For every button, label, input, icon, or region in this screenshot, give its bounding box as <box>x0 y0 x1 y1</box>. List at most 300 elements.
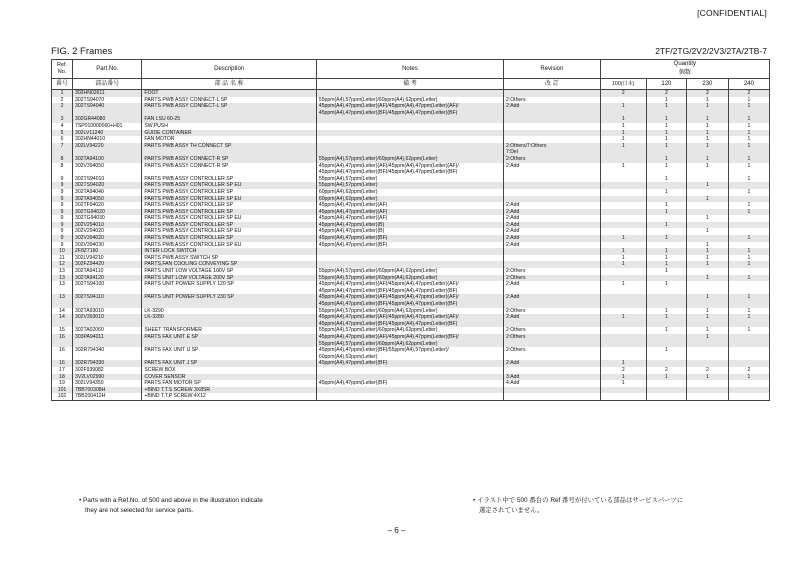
notes-cell-line: 45ppm(A4),47ppm(Letter)(AF) <box>318 215 388 222</box>
ref-no-cell: 9 <box>52 209 73 216</box>
part-no-cell: 7BB200412H <box>73 393 142 400</box>
part-no-cell: 302TA94100 <box>73 156 142 163</box>
qty-240-cell: 1 <box>728 143 769 156</box>
qty-120-cell: 1 <box>646 103 686 116</box>
table-row <box>52 360 770 367</box>
revision-cell <box>503 182 600 189</box>
qty-230-cell: 1 <box>686 123 728 130</box>
revision-cell-line: 2:Others <box>505 327 526 334</box>
col-ref-jp: 番号 <box>52 79 73 90</box>
qty-230-cell: 1 <box>686 182 728 189</box>
footnote-en <box>79 496 263 516</box>
qty-100-cell: 1 <box>600 281 646 294</box>
qty-230-cell <box>686 380 728 387</box>
table-row <box>52 116 770 123</box>
revision-cell <box>503 163 600 176</box>
revision-cell <box>503 130 600 137</box>
qty-230-cell <box>686 209 728 216</box>
description-cell: FAN MOTOR <box>142 136 316 143</box>
table-row <box>52 242 770 249</box>
qty-240-cell: 1 <box>728 189 769 196</box>
part-no-cell: 302V393010 <box>73 314 142 327</box>
notes-cell-line: 55ppm(A4),57ppm(Letter)/60ppm(A4),62ppm(Letter) <box>318 155 438 162</box>
notes-cell-line: 45ppm(A4),47ppm(Letter)(BF) <box>318 360 388 367</box>
qty-120-cell: 1 <box>646 314 686 327</box>
qty-230-cell <box>686 400 728 401</box>
qty-230-cell <box>686 222 728 229</box>
qty-230-cell: 1 <box>686 294 728 307</box>
revision-cell-line: 2:Others <box>505 274 526 281</box>
table-row <box>52 308 770 315</box>
revision-cell <box>503 136 600 143</box>
part-no-cell: 302V394020 <box>73 235 142 242</box>
description-cell: FAN LSU 60-25 <box>142 116 316 123</box>
qty-100-cell <box>600 176 646 183</box>
qty-100-cell <box>600 242 646 249</box>
qty-100-cell: 2 <box>600 367 646 374</box>
qty-240-cell <box>728 242 769 249</box>
qty-120-cell <box>646 380 686 387</box>
qty-en: Quantity <box>673 61 697 67</box>
revision-cell-line: 2:Add <box>505 215 520 222</box>
part-no-cell: 7BB700308H <box>73 387 142 394</box>
qty-240-cell <box>728 380 769 387</box>
notes-cell <box>316 90 503 97</box>
notes-cell <box>316 334 503 347</box>
notes-cell-line: 45ppm(A4),47ppm(Letter)(BF)/55ppm(A4),57ppm(Letter)/ <box>318 347 449 354</box>
notes-cell <box>316 123 503 130</box>
table-row <box>52 143 770 156</box>
table-row <box>52 156 770 163</box>
qty-120-cell: 1 <box>646 156 686 163</box>
notes-cell-line: 45ppm(A4),47ppm(Letter)(AF)/45ppm(A4),47ppm(Letter)(AF)/ <box>318 281 459 288</box>
revision-cell <box>503 189 600 196</box>
qty-100-cell <box>600 202 646 209</box>
qty-120-cell <box>646 215 686 222</box>
description-cell: PARTS PWB ASSY SWITCH SP <box>142 255 316 262</box>
col-notes-header: Notes <box>316 60 503 79</box>
qty-230-cell: 1 <box>686 196 728 203</box>
qty-240-cell: 1 <box>728 275 769 282</box>
qty-120-cell: 1 <box>646 308 686 315</box>
part-no-cell: 302R794330 <box>73 360 142 367</box>
qty-100-cell <box>600 400 646 401</box>
notes-cell-line: 45ppm(A4),47ppm(Letter)(AF)/45ppm(A4),47ppm(Letter)(BF)/ <box>318 333 459 340</box>
revision-cell <box>503 97 600 104</box>
col-desc-header: Description <box>142 60 316 79</box>
col-rev-jp: 改 訂 <box>503 79 600 90</box>
revision-cell <box>503 90 600 97</box>
qty-120-cell: 1 <box>646 327 686 334</box>
qty-120-cell: 1 <box>646 176 686 183</box>
revision-cell <box>503 215 600 222</box>
revision-cell <box>503 103 600 116</box>
table-row <box>52 248 770 255</box>
part-no-cell: 302LV94210 <box>73 255 142 262</box>
revision-cell-line: 2:Add <box>505 221 520 228</box>
part-no-cell: 3V2LV02990 <box>73 374 142 381</box>
notes-cell <box>316 196 503 203</box>
qty-230-cell <box>686 189 728 196</box>
qty-230-cell: 1 <box>686 374 728 381</box>
table-row <box>52 222 770 229</box>
qty-230-cell <box>686 281 728 294</box>
part-no-cell: 302TA93010 <box>73 308 142 315</box>
description-cell: PARTS UNIT LOW VOLTAGE 100V SP <box>142 268 316 275</box>
qty-240-cell: 1 <box>728 209 769 216</box>
ref-no-cell: 8 <box>52 163 73 176</box>
qty-100-cell: 1 <box>600 380 646 387</box>
notes-cell-line: 55ppm(A4),57ppm(Letter)/60ppm(A4),62ppm(Letter) <box>318 96 438 103</box>
qty-100-cell <box>600 347 646 360</box>
qty-120-cell: 1 <box>646 136 686 143</box>
ref-no-cell: 12 <box>52 261 73 268</box>
qty-100-cell: 1 <box>600 314 646 327</box>
part-no-cell: 302F939082 <box>73 367 142 374</box>
part-no-cell: 302TS94010 <box>73 176 142 183</box>
revision-cell <box>503 393 600 400</box>
part-no-cell: 302LV94350 <box>73 380 142 387</box>
ref-no-cell: 13 <box>52 275 73 282</box>
notes-cell-line: 55ppm(A4),57ppm(Letter)/60ppm(A4),62ppm(Letter) <box>318 274 438 281</box>
description-cell: SCREW BOX <box>142 367 316 374</box>
ref-no-cell: 13 <box>52 281 73 294</box>
ref-no-cell: 16 <box>52 360 73 367</box>
ref-no-cell: 9 <box>52 215 73 222</box>
qty-120-cell: 1 <box>646 248 686 255</box>
table-row <box>52 182 770 189</box>
qty-240-cell <box>728 347 769 360</box>
qty-240-cell: 1 <box>728 130 769 137</box>
description-cell: PARTS FAX UNIT J SP <box>142 360 316 367</box>
qty-120-cell: 1 <box>646 222 686 229</box>
notes-cell-line: 45ppm(A4),47ppm(Letter)(BF) <box>318 380 388 387</box>
qty-100-cell: 1 <box>600 261 646 268</box>
part-no-cell: 302TS94100 <box>73 281 142 294</box>
table-row <box>52 103 770 116</box>
qty-230-cell: 1 <box>686 156 728 163</box>
description-cell: PARTS,FAN COOLING CONVEYING SP <box>142 261 316 268</box>
table-row <box>52 163 770 176</box>
revision-cell <box>503 116 600 123</box>
table-row <box>52 215 770 222</box>
revision-cell-line: 2:Add <box>505 314 520 321</box>
part-no-cell: 302R794340 <box>73 347 142 360</box>
ref-no-cell: 102 <box>52 393 73 400</box>
notes-cell-line: 55ppm(A4),57ppm(Letter)/60ppm(A4),62ppm(Letter) <box>318 327 438 334</box>
part-no-cell: 302TS94040 <box>73 103 142 116</box>
notes-cell <box>316 255 503 262</box>
qty-230-cell <box>686 347 728 360</box>
qty-120-cell: 1 <box>646 281 686 294</box>
qty-100-cell <box>600 327 646 334</box>
notes-cell <box>316 367 503 374</box>
revision-cell-line: 2:Add <box>505 103 520 110</box>
qty-230-cell: 1 <box>686 143 728 156</box>
notes-cell-line: 55ppm(A4),57ppm(Letter)/60ppm(A4),62ppm(Letter) <box>318 340 438 347</box>
qty-230-cell: 1 <box>686 275 728 282</box>
qty-100-cell <box>600 97 646 104</box>
notes-cell-line: 45ppm(A4),47ppm(Letter)(BF)/45ppm(A4),47ppm(Letter)(BF) <box>318 301 458 307</box>
revision-cell <box>503 308 600 315</box>
qty-120-cell: 1 <box>646 255 686 262</box>
ref-no-cell: 3 <box>52 116 73 123</box>
notes-cell-line: 45ppm(A4),47ppm(Letter)(BF) <box>318 241 388 248</box>
table-row <box>52 347 770 360</box>
qty-120-cell: 1 <box>646 268 686 275</box>
revision-cell-line: 3:Add <box>505 373 520 380</box>
qty-240-cell: 1 <box>728 255 769 262</box>
table-row <box>52 268 770 275</box>
notes-cell-line: 45ppm(A4),47ppm(Letter)(B) <box>318 221 385 228</box>
qty-120-cell <box>646 196 686 203</box>
qty-230-cell: 2 <box>686 367 728 374</box>
parts-table <box>51 59 770 401</box>
qty-230-cell <box>686 393 728 400</box>
description-cell: PARTS PWB ASSY CONTROLLER SP <box>142 222 316 229</box>
notes-cell-line: 45ppm(A4),47ppm(Letter)(AF)/45ppm(A4),47ppm(Letter)(AF)/ <box>318 103 459 110</box>
qty-230-cell <box>686 360 728 367</box>
notes-cell-line: 45ppm(A4),47ppm(Letter)(AF)/45ppm(A4),47ppm(Letter)(AF)/ <box>318 294 459 301</box>
qty-240-cell: 1 <box>728 156 769 163</box>
revision-cell <box>503 261 600 268</box>
qty-120-cell: 1 <box>646 163 686 176</box>
revision-cell-line: 2:Others <box>505 333 526 340</box>
description-cell: PARTS FAX UNIT U SP <box>142 347 316 360</box>
qty-100-cell <box>600 275 646 282</box>
revision-cell <box>503 176 600 183</box>
qty-100-cell: 1 <box>600 248 646 255</box>
qty-230-cell: 1 <box>686 136 728 143</box>
notes-cell <box>316 360 503 367</box>
ref-no-cell: 13 <box>52 294 73 307</box>
ref-no-cell: 9 <box>52 242 73 249</box>
description-cell: PARTS UNIT POWER SUPPLY 230 SP <box>142 294 316 307</box>
col-ref-header: Ref. No. <box>52 60 73 79</box>
revision-cell <box>503 222 600 229</box>
qty-120-cell: 2 <box>646 367 686 374</box>
notes-cell <box>316 222 503 229</box>
col-q120: 120 <box>646 79 686 90</box>
revision-cell-line: 2:Add <box>505 208 520 215</box>
part-no-cell: 302TS94110 <box>73 294 142 307</box>
qty-240-cell <box>728 182 769 189</box>
qty-100-cell <box>600 294 646 307</box>
revision-cell-line: 2:Add <box>505 281 520 288</box>
ref-no-cell: 13 <box>52 268 73 275</box>
table-row <box>52 400 770 401</box>
qty-100-cell <box>600 156 646 163</box>
notes-cell <box>316 294 503 307</box>
qty-240-cell: 1 <box>728 235 769 242</box>
notes-cell <box>316 156 503 163</box>
revision-cell <box>503 268 600 275</box>
revision-cell-line: 2:Others <box>505 155 526 162</box>
qty-100-cell: 1 <box>600 130 646 137</box>
qty-120-cell: 1 <box>646 235 686 242</box>
description-cell: PARTS PWB ASSY CONTROLLER SP EU <box>142 228 316 235</box>
ref-no-cell: 19 <box>52 380 73 387</box>
notes-cell <box>316 143 503 156</box>
qty-100-cell <box>600 222 646 229</box>
col-q240: 240 <box>728 79 769 90</box>
qty-120-cell: 1 <box>646 261 686 268</box>
ref-no-cell: 16 <box>52 334 73 347</box>
col-part-header: Part.No. <box>73 60 142 79</box>
part-no-cell: 7SP010000060+H01 <box>73 123 142 130</box>
col-q100: 100(日本) <box>600 79 646 90</box>
notes-cell <box>316 215 503 222</box>
qty-120-cell <box>646 182 686 189</box>
description-cell: SHEET TRANSFORMER <box>142 327 316 334</box>
qty-100-cell: 2 <box>600 90 646 97</box>
description-cell: PARTS UNIT POWER SUPPLY 120 SP <box>142 281 316 294</box>
revision-cell-line: 2:Add <box>505 241 520 248</box>
qty-120-cell: 1 <box>646 116 686 123</box>
qty-240-cell <box>728 222 769 229</box>
footnote-jp <box>473 496 683 516</box>
ref-no-cell: 9 <box>52 182 73 189</box>
qty-230-cell: 1 <box>686 314 728 327</box>
part-no-cell: 302TA94040 <box>73 189 142 196</box>
revision-cell <box>503 248 600 255</box>
description-cell: COVER SENSOR <box>142 374 316 381</box>
qty-230-cell: 2 <box>686 90 728 97</box>
qty-120-cell: 1 <box>646 347 686 360</box>
revision-cell-line: 2:Others <box>505 347 526 354</box>
table-row <box>52 294 770 307</box>
qty-120-cell <box>646 387 686 394</box>
notes-cell-line: 45ppm(A4),47ppm(Letter)(B) <box>318 228 385 235</box>
qty-120-cell: 1 <box>646 130 686 137</box>
qty-100-cell: 1 <box>600 136 646 143</box>
notes-cell <box>316 327 503 334</box>
qty-240-cell: 1 <box>728 116 769 123</box>
notes-cell-line: 55ppm(A4),57ppm(Letter)/60ppm(A4),62ppm(Letter) <box>318 307 438 314</box>
revision-cell <box>503 275 600 282</box>
description-cell: PARTS PWB ASSY CONTROLLER SP EU <box>142 242 316 249</box>
revision-cell-line: 2:Others <box>505 96 526 103</box>
description-cell: PARTS PWB ASSY CONNECT-L SP <box>142 103 316 116</box>
part-no-cell: 302TS94070 <box>73 97 142 104</box>
qty-100-cell: 1 <box>600 163 646 176</box>
revision-cell <box>503 360 600 367</box>
qty-120-cell <box>646 242 686 249</box>
revision-cell <box>503 156 600 163</box>
description-cell: +BIND T.T.P SCREW 4X12 <box>142 393 316 400</box>
qty-240-cell: 1 <box>728 176 769 183</box>
qty-120-cell: 2 <box>646 90 686 97</box>
notes-cell <box>316 103 503 116</box>
ref-no-cell: 4 <box>52 123 73 130</box>
qty-240-cell: 1 <box>728 163 769 176</box>
ref-no-cell: 9 <box>52 228 73 235</box>
notes-cell-line: 45ppm(A4),47ppm(Letter)(AF) <box>318 202 388 209</box>
description-cell: PARTS UNIT LOW VOLTAGE 200V SP <box>142 275 316 282</box>
ref-no-cell <box>52 400 73 401</box>
qty-120-cell: 1 <box>646 143 686 156</box>
qty-120-cell <box>646 400 686 401</box>
notes-cell <box>316 275 503 282</box>
qty-240-cell <box>728 281 769 294</box>
part-no-cell: 302LV94220 <box>73 143 142 156</box>
qty-240-cell: 1 <box>728 123 769 130</box>
qty-230-cell: 1 <box>686 327 728 334</box>
table-row <box>52 275 770 282</box>
qty-100-cell <box>600 308 646 315</box>
part-no-cell: 302TG94020 <box>73 209 142 216</box>
notes-cell <box>316 176 503 183</box>
page-number: – 6 – <box>387 526 406 535</box>
qty-230-cell: 1 <box>686 261 728 268</box>
description-cell: +BIND T.T.S SCREW 3X8SR <box>142 387 316 394</box>
revision-cell <box>503 281 600 294</box>
notes-cell <box>316 163 503 176</box>
notes-cell-line: 45ppm(A4),47ppm(Letter)(AF) <box>318 208 388 215</box>
description-cell: PARTS PWB ASSY CONNECT-R SP <box>142 163 316 176</box>
notes-cell-line: 55ppm(A4),57ppm(Letter) <box>318 175 378 182</box>
qty-230-cell <box>686 202 728 209</box>
part-no-cell: 302HN44010 <box>73 136 142 143</box>
revision-cell <box>503 347 600 360</box>
revision-cell-line: 2:Add <box>505 202 520 209</box>
notes-cell <box>316 393 503 400</box>
notes-cell-line: 55ppm(A4),57ppm(Letter) <box>318 182 378 189</box>
table-row <box>52 130 770 137</box>
col-qty-header <box>600 60 769 79</box>
footnote-en-line1: • Parts with a Ref.No. of 500 and above in the illustration indicate <box>79 497 263 504</box>
notes-cell <box>316 314 503 327</box>
table-row <box>52 228 770 235</box>
table-row <box>52 136 770 143</box>
part-no-cell: 302TG94030 <box>73 215 142 222</box>
revision-cell <box>503 387 600 394</box>
description-cell: INTER LOCK SWITCH <box>142 248 316 255</box>
col-desc-jp: 部 品 名 称 <box>142 79 316 90</box>
revision-cell <box>503 196 600 203</box>
qty-230-cell <box>686 235 728 242</box>
qty-240-cell: 1 <box>728 314 769 327</box>
qty-240-cell: 1 <box>728 327 769 334</box>
ref-no-cell: 14 <box>52 308 73 315</box>
notes-cell <box>316 235 503 242</box>
part-no-cell: 302TF94020 <box>73 202 142 209</box>
qty-240-cell: 1 <box>728 294 769 307</box>
ref-no-cell: 16 <box>52 347 73 360</box>
description-cell: PARTS PWB ASSY TH CONNECT SP <box>142 143 316 156</box>
table-row <box>52 255 770 262</box>
part-no-cell: 302V294020 <box>73 228 142 235</box>
qty-240-cell: 1 <box>728 374 769 381</box>
notes-cell-line: 45ppm(A4),47ppm(Letter)(BF)/45ppm(A4),47ppm(Letter)(BF) <box>318 169 458 176</box>
notes-cell <box>316 182 503 189</box>
table-row <box>52 374 770 381</box>
revision-cell <box>503 143 600 156</box>
qty-100-cell: 1 <box>600 374 646 381</box>
qty-100-cell: 1 <box>600 103 646 116</box>
table-row <box>52 123 770 130</box>
table-row <box>52 189 770 196</box>
col-notes-jp: 備 考 <box>316 79 503 90</box>
figure-title: FIG. 2 Frames <box>51 46 113 57</box>
notes-cell <box>316 387 503 394</box>
notes-cell-line: 45ppm(A4),47ppm(Letter)(AF)/45ppm(A4),47ppm(Letter)(AF)/ <box>318 314 459 321</box>
qty-120-cell: 1 <box>646 202 686 209</box>
revision-cell <box>503 202 600 209</box>
part-no-cell: 302TA94110 <box>73 268 142 275</box>
qty-230-cell: 1 <box>686 242 728 249</box>
notes-cell <box>316 268 503 275</box>
